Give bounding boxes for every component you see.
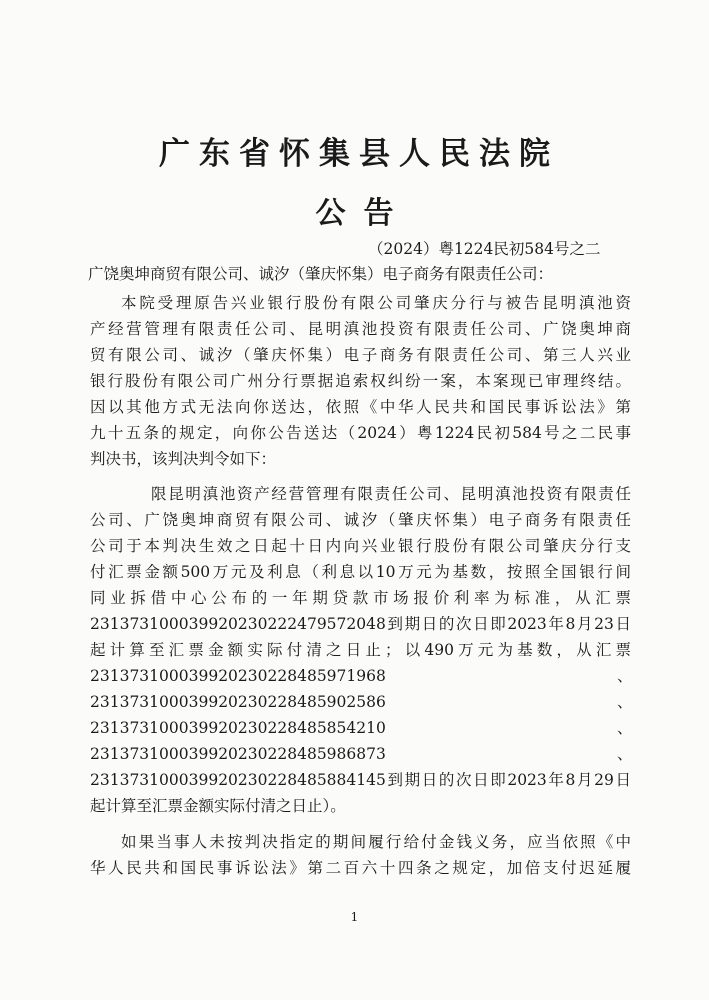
case-number: （2024）粤1224民初584号之二 <box>368 240 601 258</box>
body-line: 贸有限公司、诚汐（肇庆怀集）电子商务有限责任公司、第三人兴业 <box>90 346 631 364</box>
bill-number: 231373100039920230228485986873 <box>90 745 386 763</box>
judgment-line: 同业拆借中心公布的一年期贷款市场报价利率为标准，从汇票 <box>90 589 631 607</box>
body-line: 九十五条的规定，向你公告送达（2024）粤1224民初584号之二民事 <box>90 424 631 442</box>
separator: 、 <box>617 745 633 763</box>
body-line: 判决书，该判决判令如下： <box>90 450 277 468</box>
notice-line: 如果当事人未按判决指定的期间履行给付金钱义务，应当依照《中 <box>121 833 631 851</box>
judgment-line: 公司于本判决生效之日起十日内向兴业银行股份有限公司肇庆分行支 <box>90 537 631 555</box>
separator: 、 <box>617 693 633 711</box>
document-type-heading: 公告 <box>315 196 412 231</box>
judgment-line: 公司、广饶奥坤商贸有限公司、诚汐（肇庆怀集）电子商务有限责任 <box>90 511 631 529</box>
body-line: 本院受理原告兴业银行股份有限公司肇庆分行与被告昆明滇池资 <box>121 294 631 312</box>
court-name-heading: 广东省怀集县人民法院 <box>159 136 559 172</box>
separator: 、 <box>617 719 633 737</box>
judgment-line: 231373100039920230228485884145到期日的次日即2023年8月29日 <box>90 771 631 789</box>
page-number: 1 <box>350 910 359 924</box>
judgment-line: 起计算至汇票金额实际付清之日止）。 <box>90 797 346 815</box>
bill-number: 231373100039920230228485854210 <box>90 719 386 737</box>
addressee: 广饶奥坤商贸有限公司、诚汐（肇庆怀集）电子商务有限责任公司： <box>88 265 554 283</box>
body-line: 因以其他方式无法向你送达，依照《中华人民共和国民事诉讼法》第 <box>90 398 631 416</box>
body-line: 产经营管理有限责任公司、昆明滇池投资有限责任公司、广饶奥坤商 <box>90 320 631 338</box>
judgment-line: 231373100039920230222479572048到期日的次日即2023年8月23日 <box>90 615 631 633</box>
bill-number: 231373100039920230228485971968 <box>90 667 386 685</box>
body-line: 银行股份有限公司广州分行票据追索权纠纷一案，本案现已审理终结。 <box>90 372 631 390</box>
bill-number: 231373100039920230228485902586 <box>90 693 386 711</box>
judgment-line: 付汇票金额500万元及利息（利息以10万元为基数，按照全国银行间 <box>90 563 631 581</box>
notice-line: 华人民共和国民事诉讼法》第二百六十四条之规定，加倍支付迟延履 <box>90 859 631 877</box>
separator: 、 <box>617 667 633 685</box>
judgment-line: 限昆明滇池资产经营管理有限责任公司、昆明滇池投资有限责任 <box>151 485 631 503</box>
judgment-line: 起计算至汇票金额实际付清之日止；以490万元为基数，从汇票 <box>90 641 631 659</box>
